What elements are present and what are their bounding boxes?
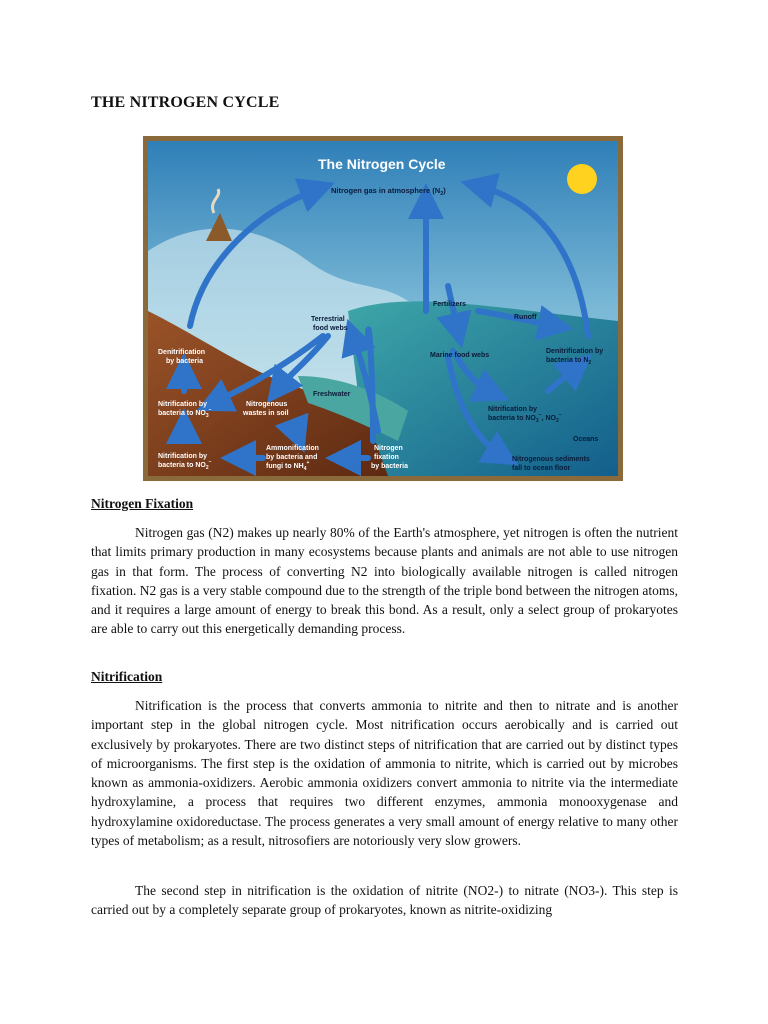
label-nitrogenous-wastes: Nitrogenous wastes in soil xyxy=(243,401,289,417)
label-fertilizers: Fertilizers xyxy=(433,301,467,308)
label-runoff: Runoff xyxy=(514,314,537,321)
label-atmosphere: Nitrogen gas in atmosphere $(N_2)$ xyxy=(331,186,446,197)
section-heading-nitrification: Nitrification xyxy=(91,669,163,684)
label-freshwater: Freshwater xyxy=(313,391,351,398)
paragraph-nitrogen-fixation: Nitrogen gas (N2) makes up nearly 80% of the Earth's atmosphere, yet nitrogen is often the nutrient that limits primary production in many ecosystems because plants and animals are not able to use nitrogen gas in that form. The process of converting N2 into biologically available nitrogen is called nitrogen fixation. N2 gas is a very stable compound due to the strength of the triple bond between the nitrogen atoms, and it requires a large amount of energy to break this bond. As a result, only a select group of prokaryotes are able to carry out this energetically demanding process. xyxy=(91,525,678,637)
paragraph-nitrification-1: Nitrification is the process that converts ammonia to nitrite and then to nitrate and is another important step in the global nitrogen cycle. Most nitrification occurs aerobically and is carried out exclusively by prokaryotes. There are two distinct steps of nitrification that are carried out by distinct types of microorganisms. The first step is the oxidation of ammonia to nitrite, which is carried out by microbes known as ammonia-oxidizers. Aerobic ammonia oxidizers convert ammonia to nitrite via the intermediate hydroxylamine, a process that requires two different enzymes, ammonia monooxygenase and hydroxylamine oxidoreductase. The process generates a very small amount of energy relative to many other types of metabolism; as a result, nitrosofiers are notoriously very slow growers. xyxy=(91,698,678,849)
label-nitrification-no3: Nitrification by bacteria to $NO_3^-$ xyxy=(158,401,212,419)
label-ammonification: Ammonification by bacteria and fungi to $NH_4^+$ xyxy=(266,445,319,472)
label-oceans: Oceans xyxy=(573,436,599,443)
figure-heading: The Nitrogen Cycle xyxy=(318,156,446,172)
label-nitrogen-fixation: Nitrogen fixation by bacteria xyxy=(371,445,408,470)
label-terrestrial-food-webs: Terrestrial food webs xyxy=(311,316,348,332)
paragraph-nitrification-2: The second step in nitrification is the oxidation of nitrite (NO2-) to nitrate (NO3-). This step is carried out by a completely separate group of prokaryotes, known as nitrite-oxidizing xyxy=(91,883,678,918)
label-nitrification-no2: Nitrification by bacteria to $NO_2^-$ xyxy=(158,453,212,471)
section-heading-nitrogen-fixation: Nitrogen Fixation xyxy=(91,496,194,511)
nitrogen-cycle-figure xyxy=(143,136,623,481)
document-title: THE NITROGEN CYCLE xyxy=(91,94,280,111)
label-nitrogenous-sediments: Nitrogenous sediments fall to ocean floor xyxy=(512,456,590,472)
label-denitrification-left: Denitrification by bacteria xyxy=(158,349,206,365)
sun-icon xyxy=(567,164,597,194)
nitrogen-cycle-illustration xyxy=(148,141,618,476)
label-marine-food-webs: Marine food webs xyxy=(430,352,490,359)
label-nitrification-marine: Nitrification by bacteria to $NO_3^-$, $NO_2^-$ xyxy=(488,406,562,424)
label-denitrification-right: Denitrification by bacteria to $N_2$ xyxy=(546,348,604,366)
